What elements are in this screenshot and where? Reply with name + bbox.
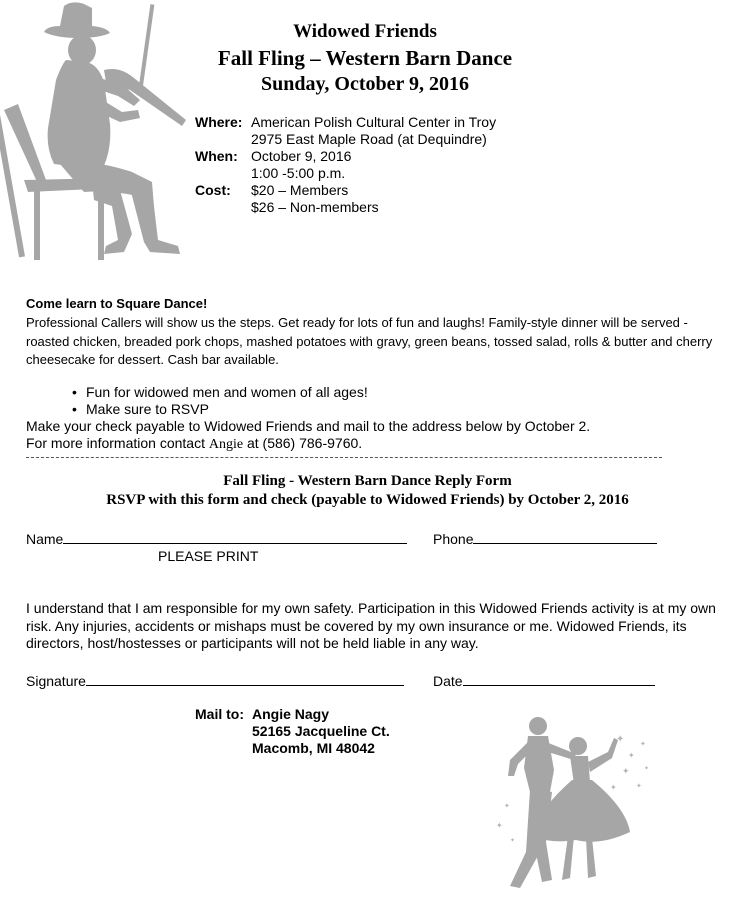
when-label: When: [195, 148, 238, 164]
when-time: 1:00 -5:00 p.m. [251, 165, 346, 181]
highlights-list [72, 384, 368, 418]
list-item: • Fun for widowed men and women of all ages! [72, 384, 368, 401]
svg-text:✦: ✦ [644, 765, 650, 772]
mail-street: 52165 Jacqueline Ct. [252, 723, 390, 739]
square-dancers-image [490, 712, 670, 897]
signature-input-line[interactable] [86, 672, 404, 686]
svg-text:✦: ✦ [622, 767, 630, 777]
phone-label: Phone [433, 531, 474, 547]
reply-form-subtitle: RSVP with this form and check (payable to Widowed Friends) by October 2, 2016 [106, 492, 629, 508]
event-date-heading: Sunday, October 9, 2016 [261, 73, 469, 95]
date-field[interactable] [433, 672, 655, 690]
signature-label: Signature [26, 673, 86, 689]
event-description: Professional Callers will show us the steps. Get ready for lots of fun and laughs! Family-style dinner will be served - roasted chicken, breaded pork chops, mashed potatoes with gravy, green beans, tossed salad, rolls & butter and cherry cheesecake for dessert. Cash bar available. [26, 315, 713, 367]
svg-text:✦: ✦ [496, 821, 503, 830]
list-item: • Make sure to RSVP [72, 401, 368, 418]
cost-members: $20 – Members [251, 182, 349, 198]
date-label: Date [433, 673, 463, 689]
cost-non-members: $26 – Non-members [251, 199, 379, 215]
cut-line-divider [26, 457, 662, 458]
where-label: Where: [195, 114, 243, 130]
square-dance-heading: Come learn to Square Dance! [26, 296, 208, 311]
phone-field[interactable] [433, 530, 657, 548]
mail-city: Macomb, MI 48042 [252, 740, 375, 756]
name-field[interactable] [26, 530, 407, 548]
svg-text:✦: ✦ [504, 802, 510, 810]
check-instructions: Make your check payable to Widowed Friends and mail to the address below by October 2. [26, 418, 591, 434]
event-host-title: Widowed Friends [293, 21, 437, 42]
contact-line [26, 435, 362, 453]
name-label: Name [26, 531, 64, 547]
event-details [195, 114, 496, 216]
reply-form-title: Fall Fling - Western Barn Dance Reply Form [223, 473, 512, 489]
contact-phone: at (586) 786-9760. [246, 435, 363, 451]
svg-text:✦: ✦ [510, 837, 516, 844]
event-title: Fall Fling – Western Barn Dance [217, 46, 513, 70]
svg-text:✦: ✦ [628, 751, 635, 760]
svg-text:✦: ✦ [610, 783, 617, 792]
svg-text:✦: ✦ [616, 734, 625, 745]
name-input-line[interactable] [63, 530, 407, 544]
mail-to-label: Mail to: [195, 706, 244, 722]
when-date: October 9, 2016 [251, 148, 352, 164]
svg-text:✦: ✦ [640, 740, 646, 748]
signature-field[interactable] [26, 672, 404, 690]
where-venue: American Polish Cultural Center in Troy [251, 114, 497, 130]
print-note: PLEASE PRINT [158, 548, 259, 564]
contact-name: Angie [208, 437, 244, 452]
date-input-line[interactable] [463, 672, 655, 686]
mail-to-block [195, 706, 390, 757]
contact-prefix: For more information contact [26, 435, 205, 451]
where-address: 2975 East Maple Road (at Dequindre) [251, 131, 487, 147]
mail-name: Angie Nagy [252, 706, 330, 722]
cost-label: Cost: [195, 182, 231, 198]
phone-input-line[interactable] [473, 530, 657, 544]
svg-text:✦: ✦ [636, 782, 642, 790]
liability-waiver: I understand that I am responsible for my own safety. Participation in this Widowed Friends activity is at my own risk. Any injuries, accidents or mishaps must be covered by my own insurance or me. Widowed Friends, its directors, host/hostesses or participants will not be held liable in any way. [26, 600, 716, 651]
